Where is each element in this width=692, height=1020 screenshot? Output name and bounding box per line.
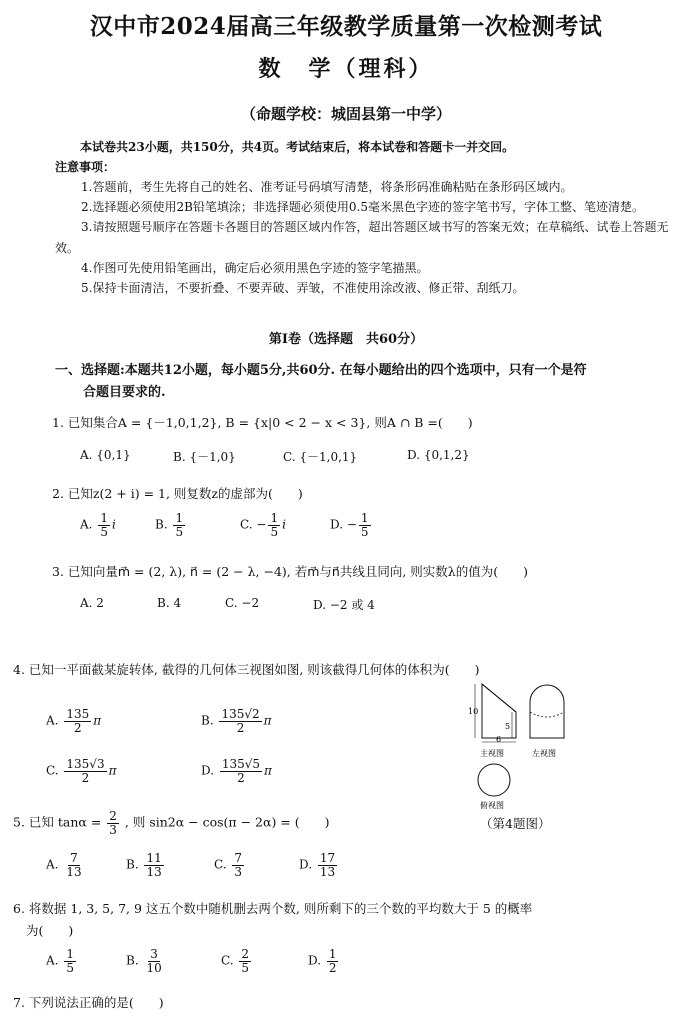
q6-option-d-label: D.	[308, 953, 322, 968]
q4-b-suffix: π	[263, 713, 272, 728]
q2-c-prefix: −	[256, 517, 267, 532]
side-view-label: 左视图	[532, 749, 556, 758]
side-view-dashed	[530, 712, 564, 717]
q5-option-d-label: D.	[299, 857, 313, 872]
top-view-shape	[478, 764, 510, 796]
q3-option-c: C. −2	[225, 596, 260, 610]
q4-option-c	[46, 758, 116, 784]
q5-a-num: 7	[70, 851, 78, 865]
q5-option-c-label: C.	[214, 857, 227, 872]
q5-stem-fraction	[107, 810, 119, 836]
q5-option-d	[299, 852, 339, 878]
question-6-stem-line2: 为( )	[26, 923, 74, 938]
section1-line2: 合题目要求的.	[83, 385, 166, 400]
exam-school: （命题学校：城固县第一中学）	[240, 105, 451, 123]
q5-c-num: 7	[234, 851, 243, 865]
q4-c-suffix: π	[108, 763, 117, 778]
q4-option-c-label: C.	[46, 763, 59, 778]
q4-option-b	[201, 708, 272, 734]
front-view-shape	[482, 684, 516, 738]
q6-option-b	[126, 948, 166, 974]
q2-d-num: 1	[360, 511, 369, 525]
q6-a-num: 1	[66, 947, 74, 961]
q5-b-num: 11	[146, 851, 162, 865]
q5-option-b	[126, 852, 166, 878]
q5-stem-den: 3	[109, 822, 117, 837]
q2-c-suffix: i	[282, 517, 286, 532]
q5-option-c	[214, 852, 246, 878]
q4-option-d-label: D.	[201, 763, 215, 778]
q1-option-a: A. {0,1}	[80, 448, 131, 462]
side-view-shape	[530, 685, 564, 738]
q1-option-c: C. {－1,0,1}	[283, 450, 358, 464]
q1-option-d: D. {0,1,2}	[407, 448, 470, 462]
q2-d-den: 5	[360, 524, 369, 539]
q4-b-num: 135√2	[221, 707, 260, 721]
q2-option-a-label: A.	[80, 517, 93, 532]
q6-option-c-fraction	[239, 948, 251, 974]
q2-option-c	[240, 512, 286, 538]
q5-stem-pre: 5. 已知 tanα =	[13, 814, 102, 830]
q2-b-den: 5	[175, 524, 184, 539]
q5-option-b-label: B.	[126, 857, 139, 872]
note-3: 3.请按照题号顺序在答题卡各题目的答题区域内作答，超出答题区域书写的答案无效；在草稿纸、试卷上答题无效。	[55, 220, 669, 255]
exam-summary: 本试卷共23小题，共150分，共4页。考试结束后，将本试卷和答题卡一并交回。	[80, 140, 515, 154]
q4-option-c-fraction	[64, 758, 106, 784]
q2-option-d	[330, 512, 373, 538]
q4-a-suffix: π	[93, 713, 102, 728]
q2-option-b	[155, 512, 187, 538]
question-5-stem	[13, 810, 330, 836]
q5-c-den: 3	[234, 864, 243, 879]
question-6-stem-line1: 6. 将数据 1, 3, 5, 7, 9 这五个数中随机删去两个数, 则所剩下的三个数的平均数大于 5 的概率	[13, 901, 533, 916]
q5-d-num: 17	[319, 851, 336, 865]
dim-10-label: 10	[468, 707, 479, 716]
q4-b-den: 2	[236, 720, 245, 735]
q4-option-a-label: A.	[46, 713, 59, 728]
q6-d-num: 1	[328, 947, 337, 961]
note-4: 4.作图可先使用铅笔画出，确定后必须用黑色字迹的签字笔描黑。	[81, 260, 429, 275]
q4-a-den: 2	[73, 720, 82, 735]
question-2-stem: 2. 已知z(2 + i) = 1, 则复数z的虚部为( )	[52, 486, 303, 501]
q4-c-den: 2	[81, 770, 90, 785]
q4-a-num: 135	[66, 707, 90, 721]
q2-c-den: 5	[270, 524, 279, 539]
q6-option-c-label: C.	[221, 953, 234, 968]
q4-option-b-label: B.	[201, 713, 214, 728]
exam-subject: 数 学（理科）	[258, 56, 434, 82]
q2-option-d-fraction	[359, 512, 371, 538]
q6-option-b-fraction	[144, 948, 163, 974]
notes-heading: 注意事项：	[55, 160, 116, 174]
front-view-label: 主视图	[480, 749, 504, 758]
q5-option-a-label: A.	[46, 857, 59, 872]
q4-d-num: 135√5	[221, 757, 261, 771]
dim-5-label: 5	[505, 722, 511, 731]
q4-option-d-fraction	[220, 758, 262, 784]
q3-option-a: A. 2	[80, 596, 104, 610]
q3-option-b: B. 4	[157, 596, 182, 610]
q4-option-a-fraction	[64, 708, 91, 734]
q4-d-den: 2	[237, 770, 245, 785]
question-3-stem: 3. 已知向量m⃗ = (2, λ), n⃗ = (2 − λ, −4), 若m⃗与n⃗共线且同向, 则实数λ的值为( )	[52, 564, 528, 579]
q6-option-a-label: A.	[46, 953, 59, 968]
q5-b-den: 13	[146, 864, 162, 879]
q6-b-num: 3	[150, 947, 158, 961]
q2-option-a-fraction	[98, 512, 110, 538]
three-view-figure	[460, 680, 580, 830]
q5-option-d-fraction	[318, 852, 337, 878]
q5-d-den: 13	[319, 864, 336, 879]
q2-d-prefix: −	[346, 517, 357, 532]
q2-option-b-label: B.	[155, 517, 168, 532]
notes-list	[55, 177, 687, 298]
q4-option-a	[46, 708, 101, 734]
q5-option-a	[46, 852, 86, 878]
q2-option-c-label: C.	[240, 517, 253, 532]
front-view-slant	[482, 684, 516, 712]
figure-caption: （第4题图）	[480, 816, 551, 831]
q2-c-num: 1	[270, 511, 279, 525]
q2-option-a	[80, 512, 116, 538]
q5-a-den: 13	[66, 864, 82, 879]
q1-option-b: B. {－1,0}	[173, 450, 236, 464]
question-1-stem: 1. 已知集合A = {－1,0,1,2}, B = {x|0 < 2 − x < 3}, 则A ∩ B =( )	[52, 415, 473, 430]
q6-b-den: 10	[146, 960, 162, 975]
question-4-stem: 4. 已知一平面截某旋转体, 截得的几何体三视图如图, 则该截得几何体的体积为( )	[13, 662, 480, 677]
q6-c-den: 5	[241, 960, 250, 975]
q2-option-c-fraction	[268, 512, 280, 538]
q4-option-b-fraction	[219, 708, 261, 734]
exam-title: 汉中市2024届高三年级教学质量第一次检测考试	[89, 13, 603, 40]
q4-c-num: 135√3	[66, 757, 105, 771]
q6-option-d-fraction	[327, 948, 339, 974]
q2-b-num: 1	[175, 511, 184, 525]
question-7-stem: 7. 下列说法正确的是( )	[13, 995, 164, 1010]
note-1: 1.答题前，考生先将自己的姓名、准考证号码填写清楚，将条形码准确粘贴在条形码区域内。	[81, 180, 573, 194]
section1-instructions	[55, 360, 687, 404]
part1-title: 第Ⅰ卷（选择题 共60分）	[268, 332, 424, 347]
q6-option-a-fraction	[64, 948, 76, 974]
q3-option-d: D. −2 或 4	[313, 598, 375, 612]
section1-line1: 一、选择题:本题共12小题，每小题5分,共60分. 在每小题给出的四个选项中，只有一个是符	[55, 363, 587, 378]
q6-c-num: 2	[241, 947, 250, 961]
q6-d-den: 2	[328, 960, 337, 975]
q4-d-suffix: π	[264, 763, 272, 778]
note-2: 2.选择题必须使用2B铅笔填涂；非选择题必须使用0.5毫米黑色字迹的签字笔书写，字体工整、笔迹清楚。	[81, 200, 644, 215]
q2-option-d-label: D.	[330, 517, 344, 532]
q5-stem-num: 2	[109, 809, 117, 823]
q4-option-d	[201, 758, 272, 784]
q5-stem-post: , 则 sin2α − cos(π − 2α) = ( )	[124, 814, 330, 830]
q6-option-d	[308, 948, 340, 974]
q6-option-c	[221, 948, 253, 974]
q5-option-c-fraction	[232, 852, 244, 878]
q6-option-a	[46, 948, 78, 974]
q6-a-den: 5	[66, 960, 74, 975]
q5-option-a-fraction	[64, 852, 83, 878]
q2-a-suffix: i	[111, 517, 116, 532]
q5-option-b-fraction	[144, 852, 163, 878]
q2-option-b-fraction	[173, 512, 185, 538]
note-5: 5.保持卡面清洁，不要折叠、不要弄破、弄皱，不准使用涂改液、修正带、刮纸刀。	[81, 281, 525, 296]
q2-a-num: 1	[100, 511, 108, 525]
dim-6-label: 6	[496, 735, 502, 744]
q2-a-den: 5	[100, 524, 108, 539]
q6-option-b-label: B.	[126, 953, 139, 968]
top-view-label: 俯视图	[480, 801, 504, 810]
